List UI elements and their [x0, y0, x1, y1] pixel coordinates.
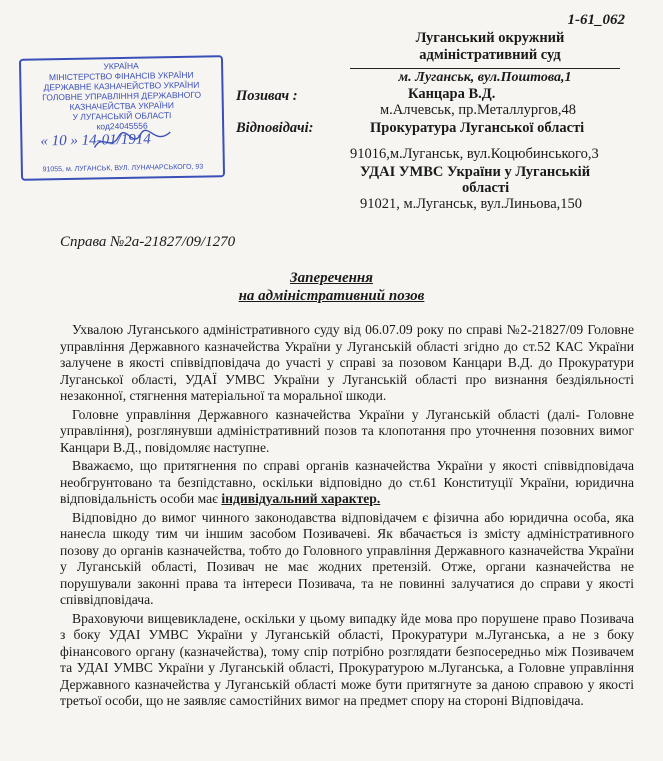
stamp-line: У ЛУГАНСЬКІЙ ОБЛАСТІ [72, 110, 172, 122]
signature-icon [92, 128, 172, 153]
paragraph-text: Вважаємо, що притягнення по справі органів казначейства України у якості співвідповідача необгрунтовано та безпідставно, оскільки відповідно до ст.61 Конституції України, юридична відповідальність особи має [60, 458, 634, 506]
stamp-line: МІНІСТЕРСТВО ФІНАНСІВ УКРАЇНИ [48, 69, 194, 83]
paragraph: Ухвалою Луганського адміністративного суду від 06.07.09 року по справі №2-21827/09 Головне управління Державного казначейства України у Луганській області згідно до ст.52 КАС України залучене в якості співвідповідача до участі у справі за позовом Канцари В.Д. до Прокуратури Луганської області, УДАЇ УМВС України у Луганській області про визнання бездіяльності незаконної, стягнення матеріальної та моральної шкоди. [60, 322, 634, 403]
paragraph [60, 458, 634, 508]
court-name-line2: адміністративний суд [419, 47, 561, 63]
document-subtitle [0, 288, 663, 305]
paragraph: Враховуючи вищевикладене, оскільки у цьому випадку йде мова про порушене право Позивача з боку УДАІ УМВС України у Луганській області, Прокуратури м.Луганська, а не з боку фінансового органу (казначейства), тому спір потрібно розглядати безпосередньо між Позивачем та УДАІ УМВС України у Луганській області, Прокуратурою м.Луганська, а Головне управління Державного казначейства у Луганській області може бути притягнуте за даною справою у якості третьої особи, що не заявляє самостійних вимог на предмет спору на стороні Відповідача. [60, 610, 634, 708]
plaintiff-address: м.Алчевськ, пр.Металлургов,48 [380, 102, 576, 118]
paragraph: Відповідно до вимог чинного законодавства відповідачем є фізична або юридична особа, яка нанесла шкоду тим чи іншим засобом Позивачеві. Як вбачається із змісту адміністративного позову до органів казначейства, тобто до Головного управління Державного казначейства України у Луганській області, Позивач не має жодних претензій. Отже, органи казначейства не порушували законні права та інтереси Позивача, та не повинні залучатися до справи у якості співвідповідача. [60, 509, 634, 607]
document-title [0, 270, 663, 287]
defendant2-name-line2: області [462, 180, 510, 196]
treasury-stamp [19, 55, 225, 181]
court-name-line1: Луганський окружний [415, 30, 565, 46]
plaintiff-label: Позивач : [236, 88, 298, 104]
stamp-footer: 91055, м. ЛУГАНСЬК, ВУЛ. ЛУНАЧАРСЬКОГО, 93 [42, 163, 204, 174]
emphasized-text: індивідуальний характер. [221, 491, 381, 506]
defendants-label: Відповідачі: [236, 120, 314, 136]
stamp-line: ГОЛОВНЕ УПРАВЛІННЯ ДЕРЖАВНОГО [42, 89, 202, 103]
stamp-date: « 10 » 14-01/1914 [40, 131, 151, 150]
title-line2: на адміністративний позов [238, 288, 425, 304]
defendant2-name-line1: УДАІ УМВС України у Луганській [360, 164, 591, 180]
defendant2-address: 91021, м.Луганськ, вул.Линьова,150 [360, 196, 583, 212]
title-line1: Заперечення [289, 270, 373, 286]
court-name [370, 30, 610, 64]
stamp-line: код24045556 [96, 120, 148, 132]
paragraph: Головне управління Державного казначейства України у Луганській області (далі- Головне управління), розглянувши адміністративний позов та клопотання про уточнення позовних вимог Канцари В.Д., повідомляє наступне. [60, 406, 634, 455]
defendant1-name: Прокуратура Луганської області [370, 120, 585, 136]
case-number: Справа №2а-21827/09/1270 [60, 234, 236, 250]
stamp-line: УКРАЇНА [103, 60, 139, 72]
document-body [60, 322, 634, 712]
stamp-line: ДЕРЖАВНЕ КАЗНАЧЕЙСТВО УКРАЇНИ [43, 79, 200, 93]
defendant1-address: 91016,м.Луганськ, вул.Коцюбинського,3 [350, 146, 599, 162]
plaintiff-name: Канцара В.Д. [408, 86, 496, 102]
document-id: 1-61_062 [567, 12, 625, 28]
court-address: м. Луганськ, вул.Поштова,1 [350, 68, 620, 86]
stamp-line: КАЗНАЧЕЙСТВА УКРАЇНИ [69, 100, 175, 112]
